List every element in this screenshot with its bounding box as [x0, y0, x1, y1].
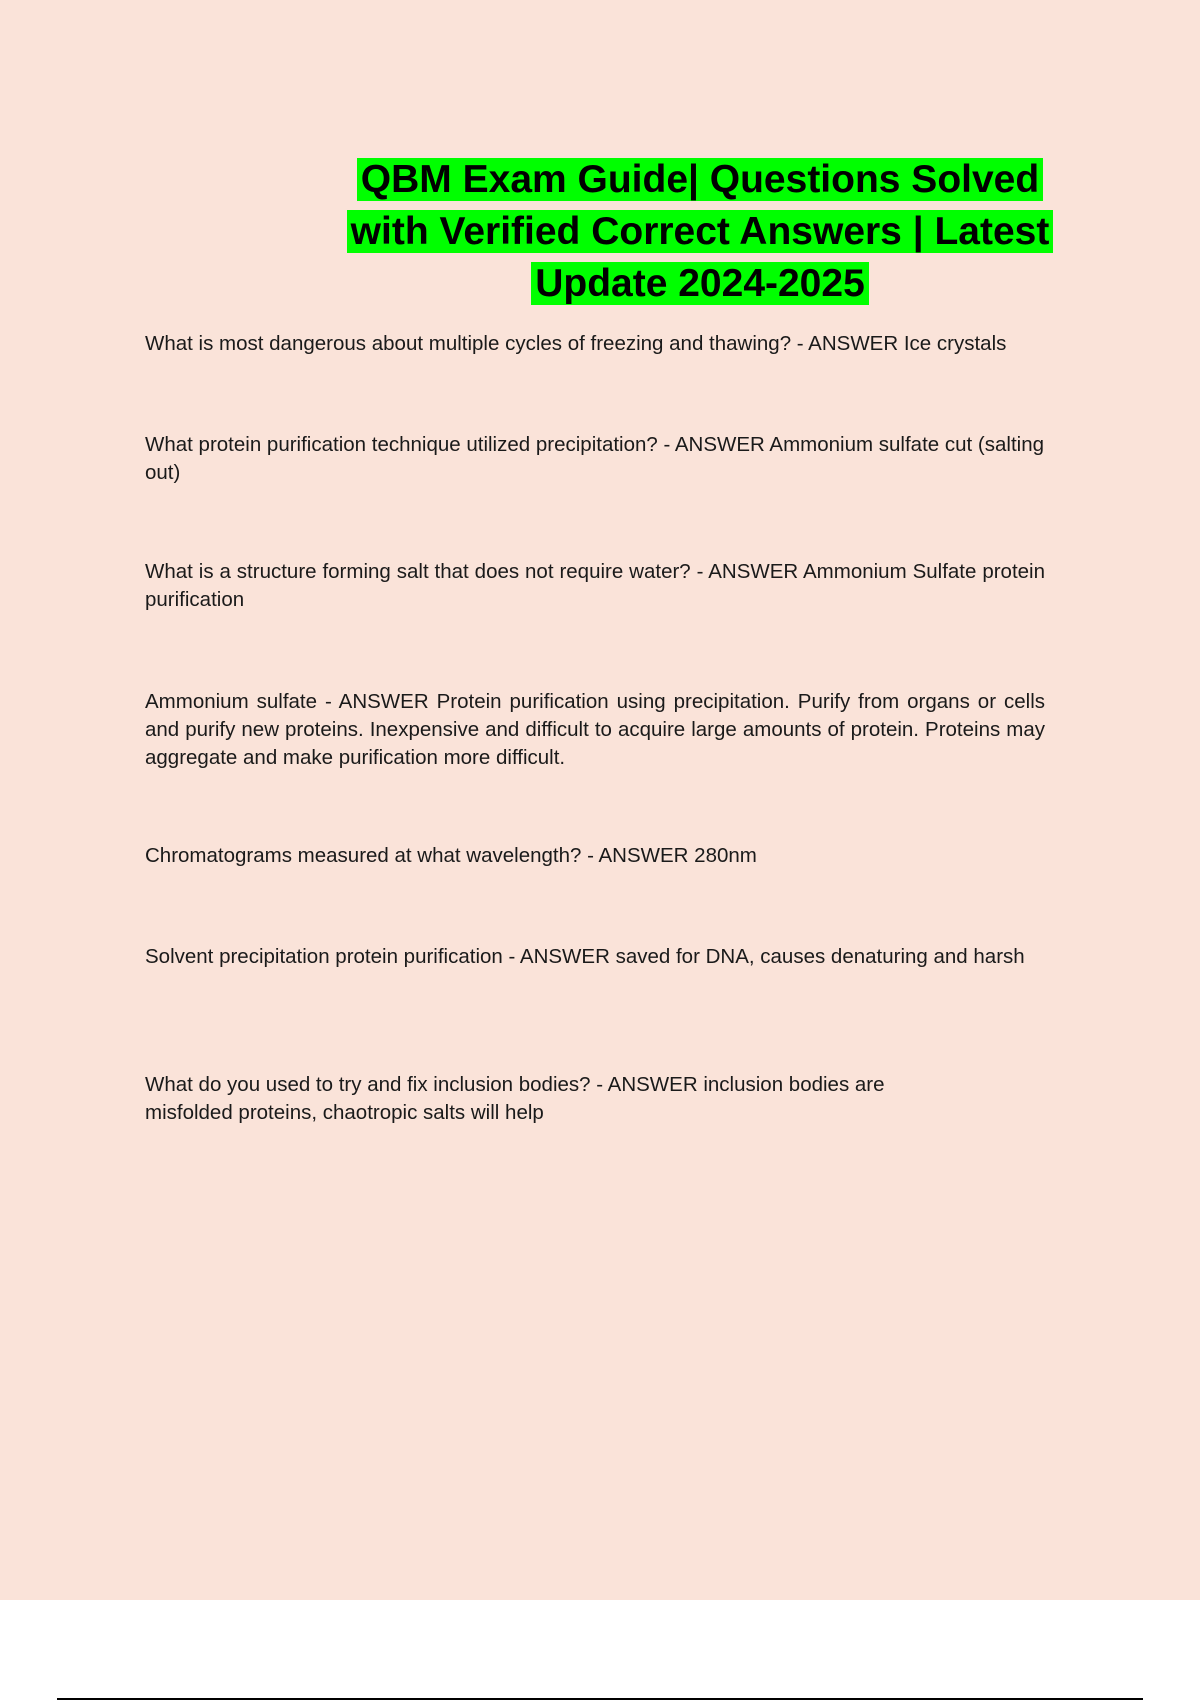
- qa-entry-1: What is most dangerous about multiple cycles of freezing and thawing? - ANSWER Ice crystals: [145, 332, 1007, 355]
- title-highlight: QBM Exam Guide| Questions Solved with Verified Correct Answers | Latest Update 2024-2025: [347, 158, 1054, 305]
- qa-entry-4: Ammonium sulfate - ANSWER Protein purification using precipitation. Purify from organs or cells and purify new proteins. Inexpensive and difficult to acquire large amounts of protein. Proteins may aggregate and make purification more difficult.: [145, 690, 1045, 769]
- qa-entry-7: What do you used to try and fix inclusion bodies? - ANSWER inclusion bodies are misfolded proteins, chaotropic salts will help: [145, 1073, 885, 1124]
- document-title: [320, 154, 1080, 310]
- qa-entry-5: Chromatograms measured at what wavelength? - ANSWER 280nm: [145, 844, 757, 867]
- qa-entry-6: Solvent precipitation protein purification - ANSWER saved for DNA, causes denaturing and harsh: [145, 945, 1025, 968]
- qa-entry-3: What is a structure forming salt that does not require water? - ANSWER Ammonium Sulfate protein purification: [145, 560, 1045, 611]
- qa-entry-2: What protein purification technique utilized precipitation? - ANSWER Ammonium sulfate cut (salting out): [145, 433, 1045, 484]
